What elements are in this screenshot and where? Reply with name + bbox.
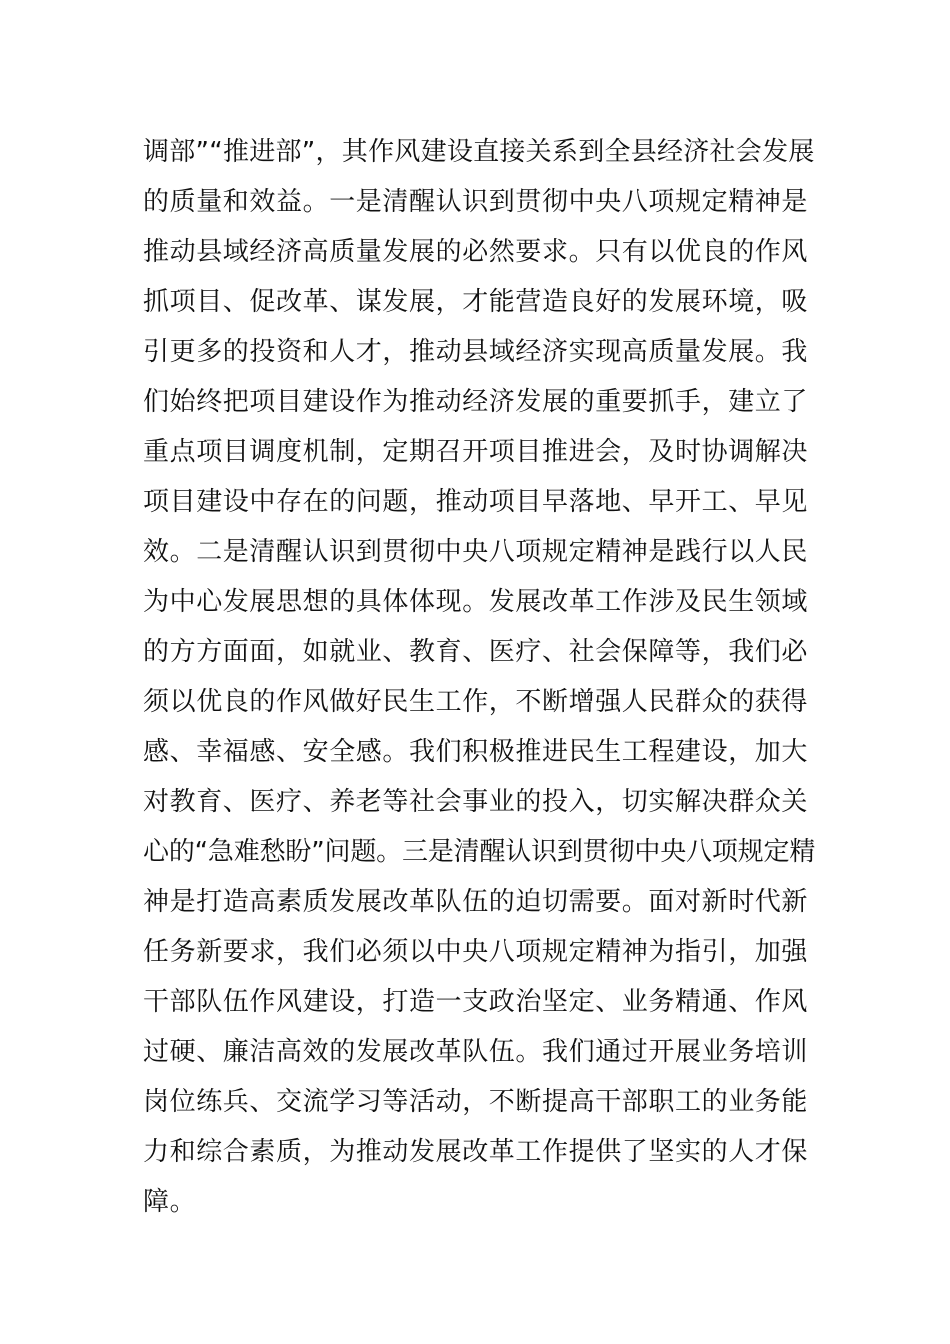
text-line: 的质量和效益。一是清醒认识到贯彻中央八项规定精神是 (143, 187, 809, 217)
text-line: 过硬、廉洁高效的发展改革队伍。我们通过开展业务培训 (143, 1037, 809, 1067)
text-line: 任务新要求，我们必须以中央八项规定精神为指引，加强 (143, 937, 809, 967)
text-line: 们始终把项目建设作为推动经济发展的重要抓手，建立了 (143, 387, 809, 417)
text-line: 力和综合素质，为推动发展改革工作提供了坚实的人才保 (143, 1137, 809, 1167)
text-line: 神是打造高素质发展改革队伍的迫切需要。面对新时代新 (143, 887, 809, 917)
text-line: 效。二是清醒认识到贯彻中央八项规定精神是践行以人民 (143, 537, 809, 567)
text-line: 须以优良的作风做好民生工作，不断增强人民群众的获得 (143, 687, 809, 717)
text-line: 干部队伍作风建设，打造一支政治坚定、业务精通、作风 (143, 987, 809, 1017)
text-line: 对教育、医疗、养老等社会事业的投入，切实解决群众关 (143, 787, 809, 817)
text-line: 的方方面面，如就业、教育、医疗、社会保障等，我们必 (143, 637, 809, 667)
text-line: 岗位练兵、交流学习等活动，不断提高干部职工的业务能 (143, 1087, 809, 1117)
text-line: 调部”“推进部”，其作风建设直接关系到全县经济社会发展 (143, 137, 815, 167)
text-line: 项目建设中存在的问题，推动项目早落地、早开工、早见 (143, 487, 809, 517)
text-line: 感、幸福感、安全感。我们积极推进民生工程建设，加大 (143, 737, 809, 767)
text-line: 引更多的投资和人才，推动县域经济实现高质量发展。我 (143, 337, 809, 367)
text-line: 为中心发展思想的具体体现。发展改革工作涉及民生领域 (143, 587, 809, 617)
text-line: 抓项目、促改革、谋发展，才能营造良好的发展环境，吸 (143, 287, 809, 317)
text-line: 心的“急难愁盼”问题。三是清醒认识到贯彻中央八项规定精 (143, 837, 816, 867)
text-line: 推动县域经济高质量发展的必然要求。只有以优良的作风 (143, 237, 809, 267)
text-line: 障。 (143, 1187, 197, 1217)
body-paragraph (143, 127, 816, 1227)
text-line: 重点项目调度机制，定期召开项目推进会，及时协调解决 (143, 437, 809, 467)
